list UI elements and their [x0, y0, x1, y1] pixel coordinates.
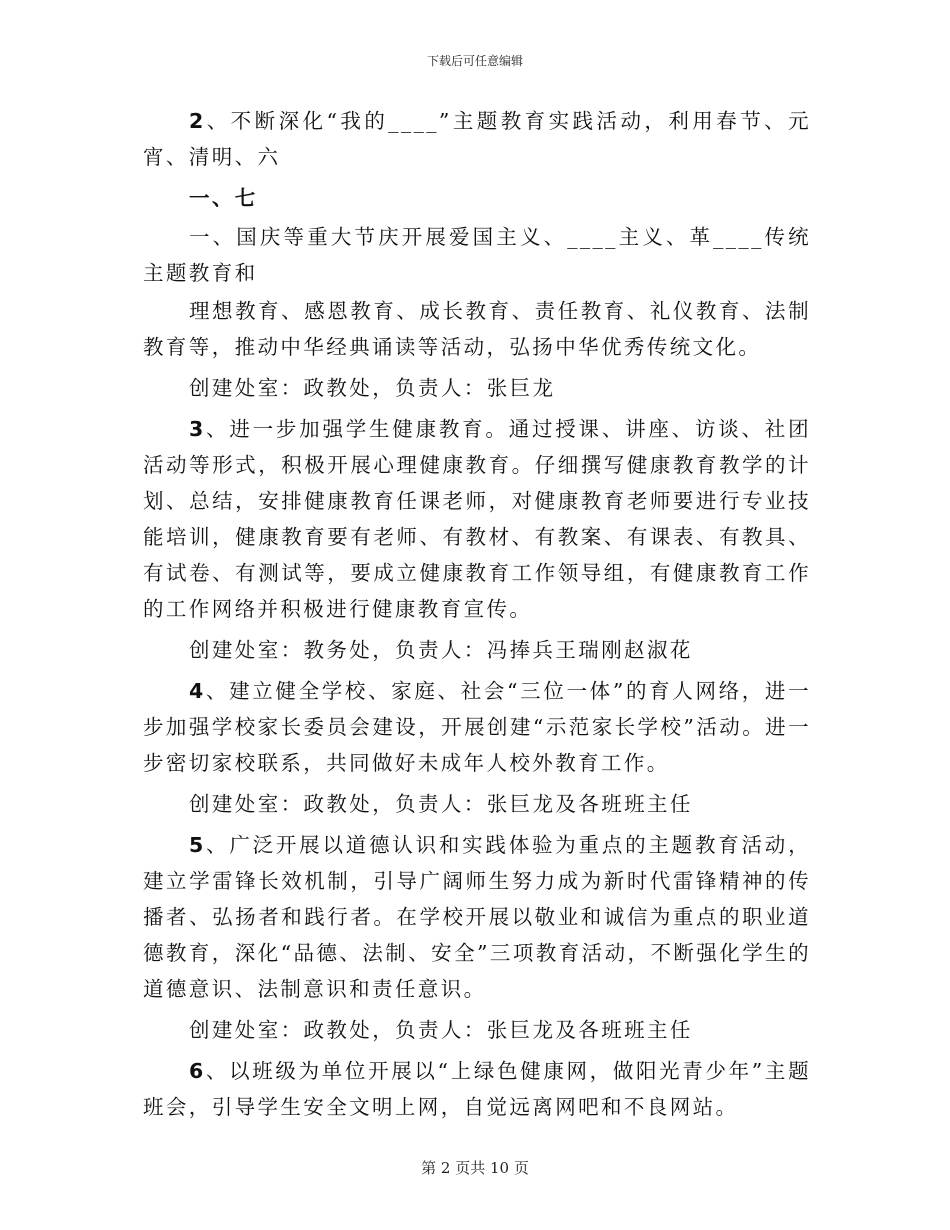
paragraph-text: 、不断深化“我的____”主题教育实践活动，利用春节、元宵、清明、六 [143, 109, 811, 169]
paragraph-item-4 [143, 673, 811, 781]
paragraph-text: 、以班级为单位开展以“上绿色健康网，做阳光青少年”主题班会，引导学生安全文明上网，自觉远离网吧和不良网站。 [143, 1059, 811, 1119]
paragraph-text: 、广泛开展以道德认识和实践体验为重点的主题教育活动，建立学雷锋长效机制，引导广阔师生努力成为新时代雷锋精神的传播者、弘扬者和践行者。在学校开展以敬业和诚信为重点的职业道德教育，深化“品德、法制、安全”三项教育活动，不断强化学生的道德意识、法制意识和责任意识。 [143, 833, 811, 1001]
paragraph [143, 293, 811, 365]
item-number: 4 [189, 679, 206, 703]
section-heading [143, 180, 811, 216]
paragraph-text: 一、国庆等重大节庆开展爱国主义、____主义、革____传统主题教育和 [143, 225, 811, 285]
paragraph-item-6 [143, 1053, 811, 1125]
responsible-line [143, 370, 811, 406]
item-number: 3 [189, 417, 206, 441]
paragraph-text: 创建处室：教务处，负责人：冯捧兵王瑞刚赵淑花 [189, 638, 693, 662]
paragraph-item-2 [143, 103, 811, 175]
paragraph-text: 创建处室：政教处，负责人：张巨龙及各班班主任 [189, 1018, 693, 1042]
item-number: 6 [189, 1059, 206, 1083]
paragraph-item-3 [143, 411, 811, 627]
paragraph-text: 理想教育、感恩教育、成长教育、责任教育、礼仪教育、法制教育等，推动中华经典诵读等活动，弘扬中华优秀传统文化。 [143, 299, 811, 359]
paragraph-text: 创建处室：政教处，负责人：张巨龙 [189, 376, 556, 400]
heading-text: 一、七 [189, 186, 258, 210]
responsible-line [143, 786, 811, 822]
document-body [143, 103, 811, 1125]
item-number: 2 [189, 109, 206, 133]
page-footer: 第 2 页共 10 页 [421, 1159, 529, 1177]
paragraph-item-5 [143, 827, 811, 1007]
item-number: 5 [189, 833, 206, 857]
paragraph [143, 219, 811, 291]
responsible-line [143, 632, 811, 668]
page-header: 下载后可任意编辑 [426, 54, 523, 68]
paragraph-text: 、建立健全学校、家庭、社会“三位一体”的育人网络，进一步加强学校家长委员会建设，开展创建“示范家长学校”活动。进一步密切家校联系，共同做好未成年人校外教育工作。 [143, 679, 811, 775]
responsible-line [143, 1012, 811, 1048]
paragraph-text: 创建处室：政教处，负责人：张巨龙及各班班主任 [189, 792, 693, 816]
paragraph-text: 、进一步加强学生健康教育。通过授课、讲座、访谈、社团活动等形式，积极开展心理健康教育。仔细撰写健康教育教学的计划、总结，安排健康教育任课老师，对健康教育老师要进行专业技能培训，健康教育要有老师、有教材、有教案、有课表、有教具、有试卷、有测试等，要成立健康教育工作领导组，有健康教育工作的工作网络并积极进行健康教育宣传。 [143, 417, 811, 621]
